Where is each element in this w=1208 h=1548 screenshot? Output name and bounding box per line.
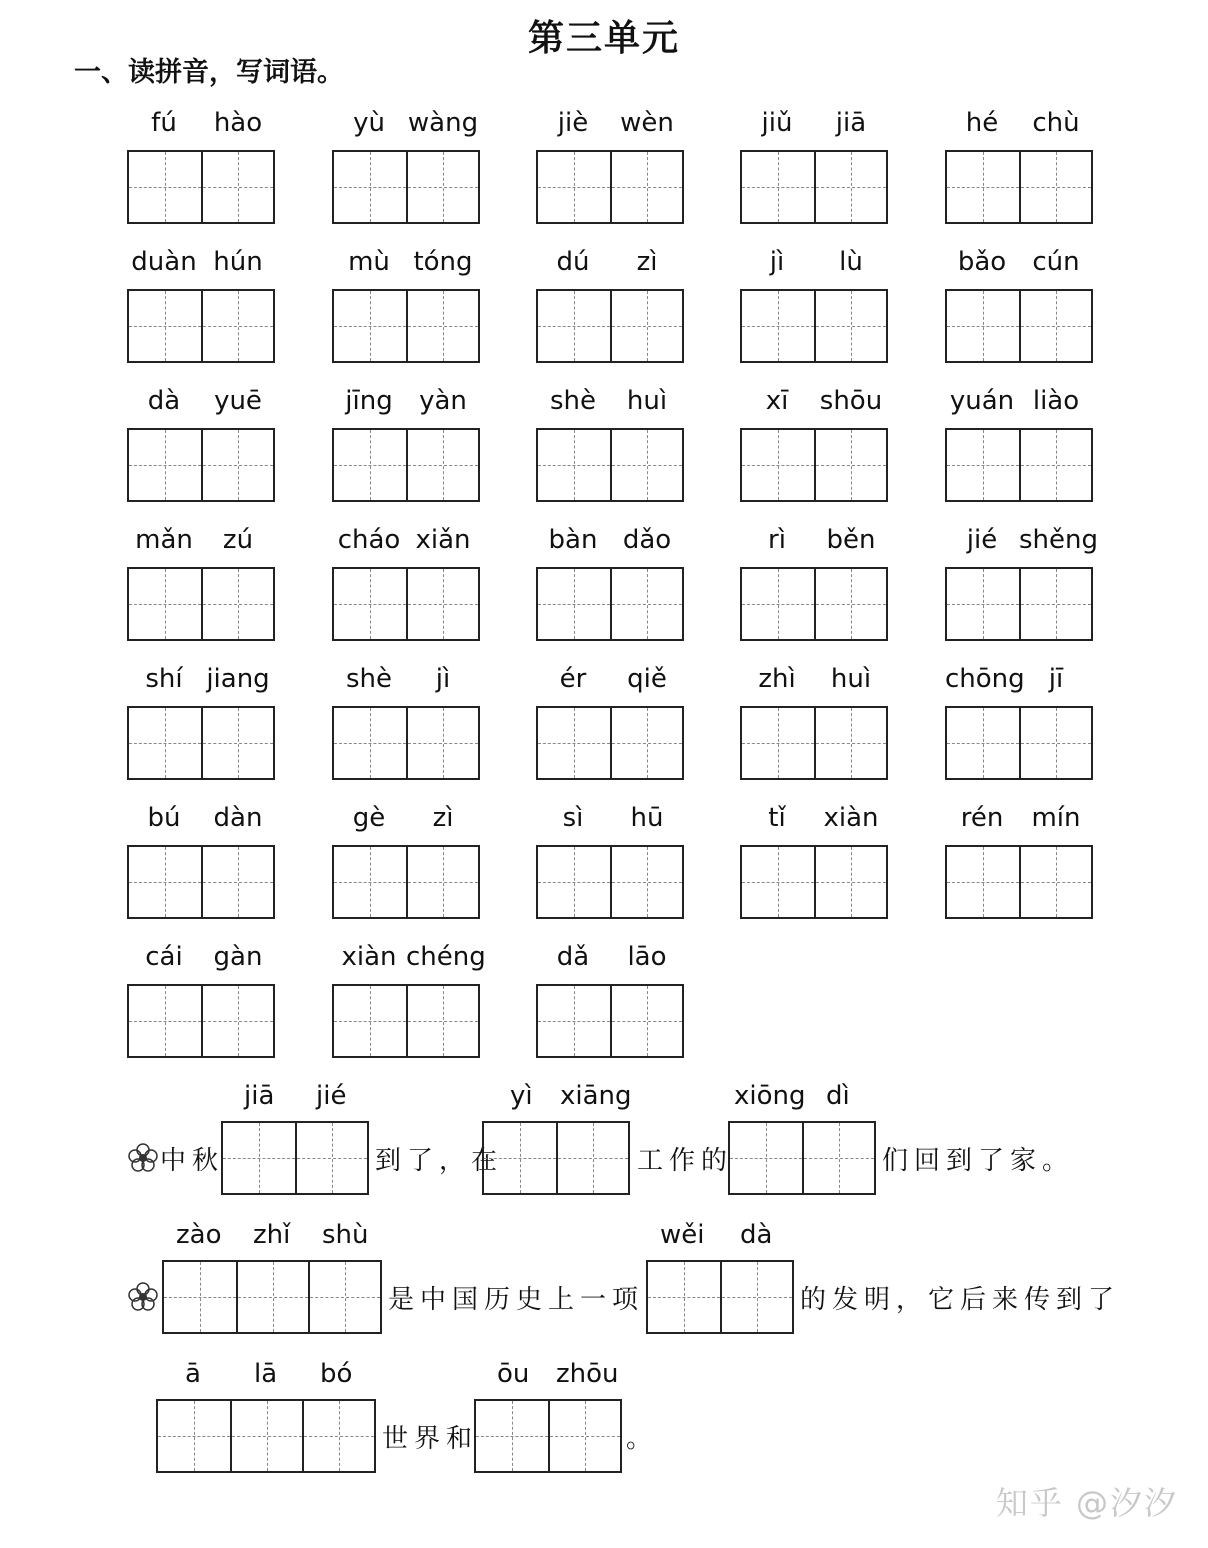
pinyin: lù (839, 247, 863, 277)
character-cell[interactable] (538, 847, 610, 917)
character-cell[interactable] (538, 430, 610, 500)
character-cell[interactable] (201, 708, 273, 778)
pinyin: huì (626, 386, 668, 416)
character-cell[interactable] (538, 986, 610, 1056)
answer-box[interactable] (740, 706, 888, 780)
flower-icon (128, 1143, 158, 1173)
sentence-2-mid-1: 是中国历史上一项 (388, 1285, 645, 1315)
answer-box[interactable] (945, 150, 1093, 224)
flower-icon (128, 1282, 158, 1312)
pinyin: yàn (419, 386, 467, 416)
pinyin: tǐ (768, 803, 786, 833)
pinyin: chù (1032, 108, 1080, 138)
pinyin: fú (151, 108, 177, 138)
character-cell[interactable] (538, 708, 610, 778)
watermark: 知乎 @汐汐 (995, 1484, 1178, 1522)
character-cell[interactable] (129, 430, 201, 500)
answer-box[interactable] (536, 845, 684, 919)
pinyin: chōng (945, 664, 1025, 694)
pinyin: zú (222, 525, 254, 555)
answer-box[interactable] (127, 289, 275, 363)
pinyin: bú (147, 803, 181, 833)
character-cell[interactable] (1019, 847, 1091, 917)
answer-box[interactable] (127, 845, 275, 919)
pinyin: mín (1031, 803, 1081, 833)
answer-box[interactable] (945, 706, 1093, 780)
answer-box[interactable] (945, 845, 1093, 919)
pinyin: mǎn (135, 525, 193, 555)
character-cell[interactable] (742, 291, 814, 361)
pinyin: zhōu (556, 1359, 619, 1389)
answer-box[interactable] (127, 150, 275, 224)
pinyin: liào (1032, 386, 1080, 416)
character-cell[interactable] (1019, 569, 1091, 639)
character-cell[interactable] (201, 152, 273, 222)
character-cell[interactable] (406, 708, 478, 778)
answer-box[interactable] (740, 428, 888, 502)
answer-box[interactable] (740, 150, 888, 224)
pinyin: bó (320, 1359, 353, 1389)
pinyin: xiǎn (415, 525, 471, 555)
answer-box-wei-da[interactable] (646, 1260, 794, 1334)
pinyin: dǎ (556, 942, 590, 972)
character-cell[interactable] (610, 291, 682, 361)
pinyin: dǎo (622, 525, 672, 555)
character-cell[interactable] (814, 708, 886, 778)
pinyin: gè (352, 803, 386, 833)
answer-box-yi-xiang[interactable] (482, 1121, 630, 1195)
pinyin: wàng (407, 108, 479, 138)
pinyin: jiang (206, 664, 270, 694)
answer-box-jia-jie[interactable] (221, 1121, 369, 1195)
pinyin: bàn (548, 525, 598, 555)
pinyin: rì (768, 525, 786, 555)
pinyin: xiōng (734, 1081, 806, 1111)
character-cell[interactable] (1019, 291, 1091, 361)
character-cell[interactable] (814, 569, 886, 639)
answer-box[interactable] (127, 706, 275, 780)
pinyin: jiā (835, 108, 867, 138)
answer-box[interactable] (536, 428, 684, 502)
pinyin: jié (316, 1081, 347, 1111)
character-cell[interactable] (610, 569, 682, 639)
character-cell[interactable] (406, 569, 478, 639)
pinyin: xī (765, 386, 789, 416)
character-cell[interactable] (610, 152, 682, 222)
character-cell[interactable] (406, 430, 478, 500)
pinyin: gàn (213, 942, 263, 972)
character-cell[interactable] (334, 569, 406, 639)
answer-box[interactable] (536, 289, 684, 363)
pinyin: mù (348, 247, 390, 277)
answer-box[interactable] (332, 150, 480, 224)
answer-box[interactable] (740, 289, 888, 363)
pinyin: xiàn (341, 942, 397, 972)
sentence-2-suffix: 。 (626, 1424, 659, 1454)
answer-box[interactable] (536, 567, 684, 641)
pinyin: zào (176, 1220, 222, 1250)
pinyin: shù (322, 1220, 369, 1250)
pinyin: cái (145, 942, 183, 972)
character-cell[interactable] (129, 986, 201, 1056)
character-cell[interactable] (610, 847, 682, 917)
character-cell[interactable] (814, 291, 886, 361)
sentence-1-mid-1: 到了，在 (375, 1146, 504, 1176)
pinyin: qiě (627, 664, 667, 694)
pinyin: shōu (819, 386, 883, 416)
pinyin: běn (826, 525, 876, 555)
pinyin: yuán (949, 386, 1015, 416)
character-cell[interactable] (610, 986, 682, 1056)
pinyin: dì (826, 1081, 850, 1111)
pinyin: bǎo (957, 247, 1007, 277)
section-heading: 一、读拼音，写词语。 (74, 57, 344, 88)
character-cell[interactable] (406, 152, 478, 222)
answer-box[interactable] (945, 428, 1093, 502)
answer-box[interactable] (127, 428, 275, 502)
pinyin: yì (510, 1081, 533, 1111)
pinyin: jī (1048, 664, 1064, 694)
character-cell[interactable] (334, 430, 406, 500)
character-cell[interactable] (947, 430, 1019, 500)
answer-box-xiong-di[interactable] (728, 1121, 876, 1195)
character-cell[interactable] (814, 847, 886, 917)
character-cell[interactable] (742, 847, 814, 917)
pinyin: hé (965, 108, 999, 138)
character-cell[interactable] (201, 847, 273, 917)
pinyin: shí (145, 664, 183, 694)
character-cell[interactable] (947, 569, 1019, 639)
character-cell[interactable] (610, 708, 682, 778)
pinyin: cháo (337, 525, 401, 555)
character-cell[interactable] (742, 569, 814, 639)
pinyin: dà (740, 1220, 773, 1250)
pinyin: yù (353, 108, 385, 138)
pinyin: jiā (244, 1081, 275, 1111)
character-cell[interactable] (538, 291, 610, 361)
character-cell[interactable] (201, 569, 273, 639)
pinyin: zì (432, 803, 454, 833)
sentence-2-mid-2: 的发明，它后来传到了 (800, 1285, 1121, 1315)
pinyin: jiè (557, 108, 589, 138)
pinyin: tóng (413, 247, 473, 277)
answer-box[interactable] (332, 428, 480, 502)
answer-box[interactable] (740, 845, 888, 919)
pinyin: jì (435, 664, 451, 694)
sentence-1-suffix: 们回到了家。 (882, 1146, 1075, 1176)
pinyin: cún (1032, 247, 1080, 277)
character-cell[interactable] (742, 152, 814, 222)
page-title: 第三单元 (527, 17, 680, 59)
pinyin: sì (562, 803, 584, 833)
character-cell[interactable] (1019, 430, 1091, 500)
character-cell[interactable] (947, 708, 1019, 778)
answer-box[interactable] (332, 289, 480, 363)
pinyin: hào (213, 108, 263, 138)
pinyin: shè (549, 386, 597, 416)
character-cell[interactable] (201, 986, 273, 1056)
pinyin: zhì (758, 664, 796, 694)
pinyin: ér (559, 664, 587, 694)
pinyin: zhǐ (253, 1220, 291, 1250)
character-cell[interactable] (538, 152, 610, 222)
character-cell[interactable] (201, 430, 273, 500)
pinyin: lā (254, 1359, 278, 1389)
character-cell[interactable] (334, 847, 406, 917)
pinyin: chéng (406, 942, 486, 972)
character-cell[interactable] (406, 847, 478, 917)
answer-box[interactable] (945, 567, 1093, 641)
sentence-2-mid-3: 世界和 (382, 1424, 479, 1454)
character-cell[interactable] (334, 152, 406, 222)
answer-box[interactable] (536, 150, 684, 224)
answer-box[interactable] (332, 567, 480, 641)
sentence-1-mid-2: 工作的 (637, 1146, 734, 1176)
answer-box-a-la-bo[interactable] (156, 1399, 376, 1473)
character-cell[interactable] (947, 847, 1019, 917)
pinyin: ā (185, 1359, 201, 1389)
pinyin: wèn (620, 108, 674, 138)
character-cell[interactable] (129, 291, 201, 361)
pinyin: hū (630, 803, 664, 833)
character-cell[interactable] (610, 430, 682, 500)
character-cell[interactable] (201, 291, 273, 361)
answer-box-zao-zhi-shu[interactable] (162, 1260, 382, 1334)
pinyin: huì (830, 664, 872, 694)
pinyin: yuē (214, 386, 262, 416)
pinyin: hún (213, 247, 263, 277)
answer-box[interactable] (536, 984, 684, 1058)
pinyin: dà (147, 386, 181, 416)
character-cell[interactable] (406, 986, 478, 1056)
pinyin: shè (345, 664, 393, 694)
answer-box[interactable] (740, 567, 888, 641)
pinyin: ōu (497, 1359, 530, 1389)
pinyin: duàn (131, 247, 197, 277)
character-cell[interactable] (129, 569, 201, 639)
pinyin: jié (966, 525, 998, 555)
character-cell[interactable] (947, 152, 1019, 222)
character-cell[interactable] (334, 708, 406, 778)
sentence-1-prefix: 中秋 (160, 1146, 225, 1176)
character-cell[interactable] (742, 430, 814, 500)
character-cell[interactable] (129, 152, 201, 222)
pinyin: jiǔ (761, 108, 793, 138)
pinyin: zì (636, 247, 658, 277)
character-cell[interactable] (1019, 152, 1091, 222)
character-cell[interactable] (1019, 708, 1091, 778)
answer-box[interactable] (332, 706, 480, 780)
character-cell[interactable] (334, 986, 406, 1056)
answer-box[interactable] (536, 706, 684, 780)
character-cell[interactable] (538, 569, 610, 639)
pinyin: wěi (660, 1220, 705, 1250)
character-cell[interactable] (129, 708, 201, 778)
answer-box[interactable] (127, 984, 275, 1058)
pinyin: jīng (345, 386, 393, 416)
character-cell[interactable] (742, 708, 814, 778)
pinyin: xiàn (823, 803, 879, 833)
pinyin: dàn (213, 803, 263, 833)
pinyin: shěng (1019, 525, 1099, 555)
pinyin: xiāng (560, 1081, 632, 1111)
answer-box-ou-zhou[interactable] (474, 1399, 622, 1473)
pinyin: lāo (627, 942, 667, 972)
character-cell[interactable] (334, 291, 406, 361)
pinyin: dú (556, 247, 590, 277)
character-cell[interactable] (814, 152, 886, 222)
pinyin: jì (769, 247, 785, 277)
answer-box[interactable] (127, 567, 275, 641)
character-cell[interactable] (406, 291, 478, 361)
character-cell[interactable] (814, 430, 886, 500)
answer-box[interactable] (332, 845, 480, 919)
character-cell[interactable] (947, 291, 1019, 361)
answer-box[interactable] (945, 289, 1093, 363)
pinyin: rén (960, 803, 1004, 833)
answer-box[interactable] (332, 984, 480, 1058)
character-cell[interactable] (129, 847, 201, 917)
